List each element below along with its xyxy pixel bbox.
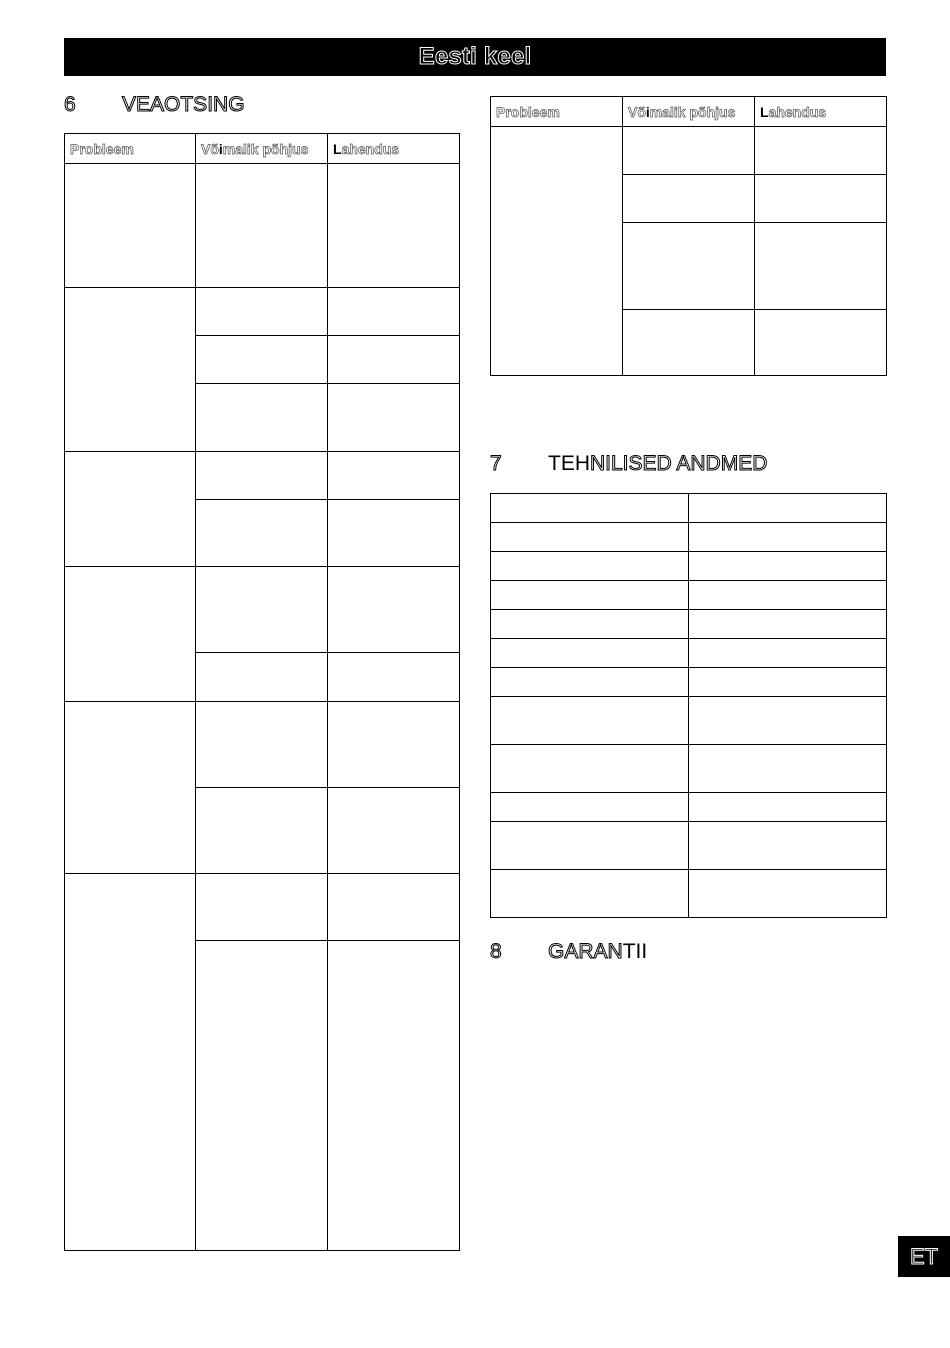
language-badge-label: ET xyxy=(909,1243,939,1269)
section-6-number: 6 xyxy=(64,93,76,116)
table-row xyxy=(491,552,887,581)
table-row xyxy=(491,745,887,793)
table-row xyxy=(65,567,460,653)
table-row xyxy=(491,870,887,918)
table-row xyxy=(65,452,460,500)
table-row xyxy=(65,288,460,336)
section-8-number: 8 xyxy=(490,940,502,963)
section-8-title: GARAN xyxy=(548,940,623,963)
col-header-cause: Võimalik põhjus xyxy=(623,97,755,127)
section-6-heading xyxy=(64,93,245,117)
table-row xyxy=(65,702,460,788)
section-7-number: 7 xyxy=(490,452,502,475)
table-row xyxy=(65,874,460,941)
table-row xyxy=(491,668,887,697)
col-header-cause: Võimalik põhjus xyxy=(196,134,328,164)
table-row xyxy=(491,127,887,175)
table-row xyxy=(491,610,887,639)
section-7-title-emphasis: TEH xyxy=(548,452,590,475)
table-row xyxy=(491,822,887,870)
table-row xyxy=(491,494,887,523)
language-banner xyxy=(64,38,886,76)
table-row xyxy=(491,697,887,745)
language-title: Eesti keel xyxy=(418,43,532,70)
section-7-heading xyxy=(490,452,767,476)
troubleshooting-table-right xyxy=(490,96,887,376)
technical-data-table xyxy=(490,493,887,918)
col-header-problem: Probleem xyxy=(65,134,196,164)
troubleshooting-table-left xyxy=(64,133,460,1251)
table-row xyxy=(491,523,887,552)
col-header-problem: Probleem xyxy=(491,97,623,127)
table-row xyxy=(65,164,460,288)
table-row xyxy=(491,581,887,610)
table-row xyxy=(491,639,887,668)
section-8-heading xyxy=(490,940,647,964)
section-8-title-emphasis: TII xyxy=(622,940,648,963)
table-row xyxy=(491,793,887,822)
section-6-title: VEAOTSING xyxy=(122,93,245,116)
table-header-row xyxy=(491,97,887,127)
language-badge xyxy=(898,1236,950,1277)
table-header-row xyxy=(65,134,460,164)
col-header-solution: Lahendus xyxy=(328,134,460,164)
section-7-title: NILISED ANDMED xyxy=(590,452,768,475)
col-header-solution: Lahendus xyxy=(755,97,887,127)
